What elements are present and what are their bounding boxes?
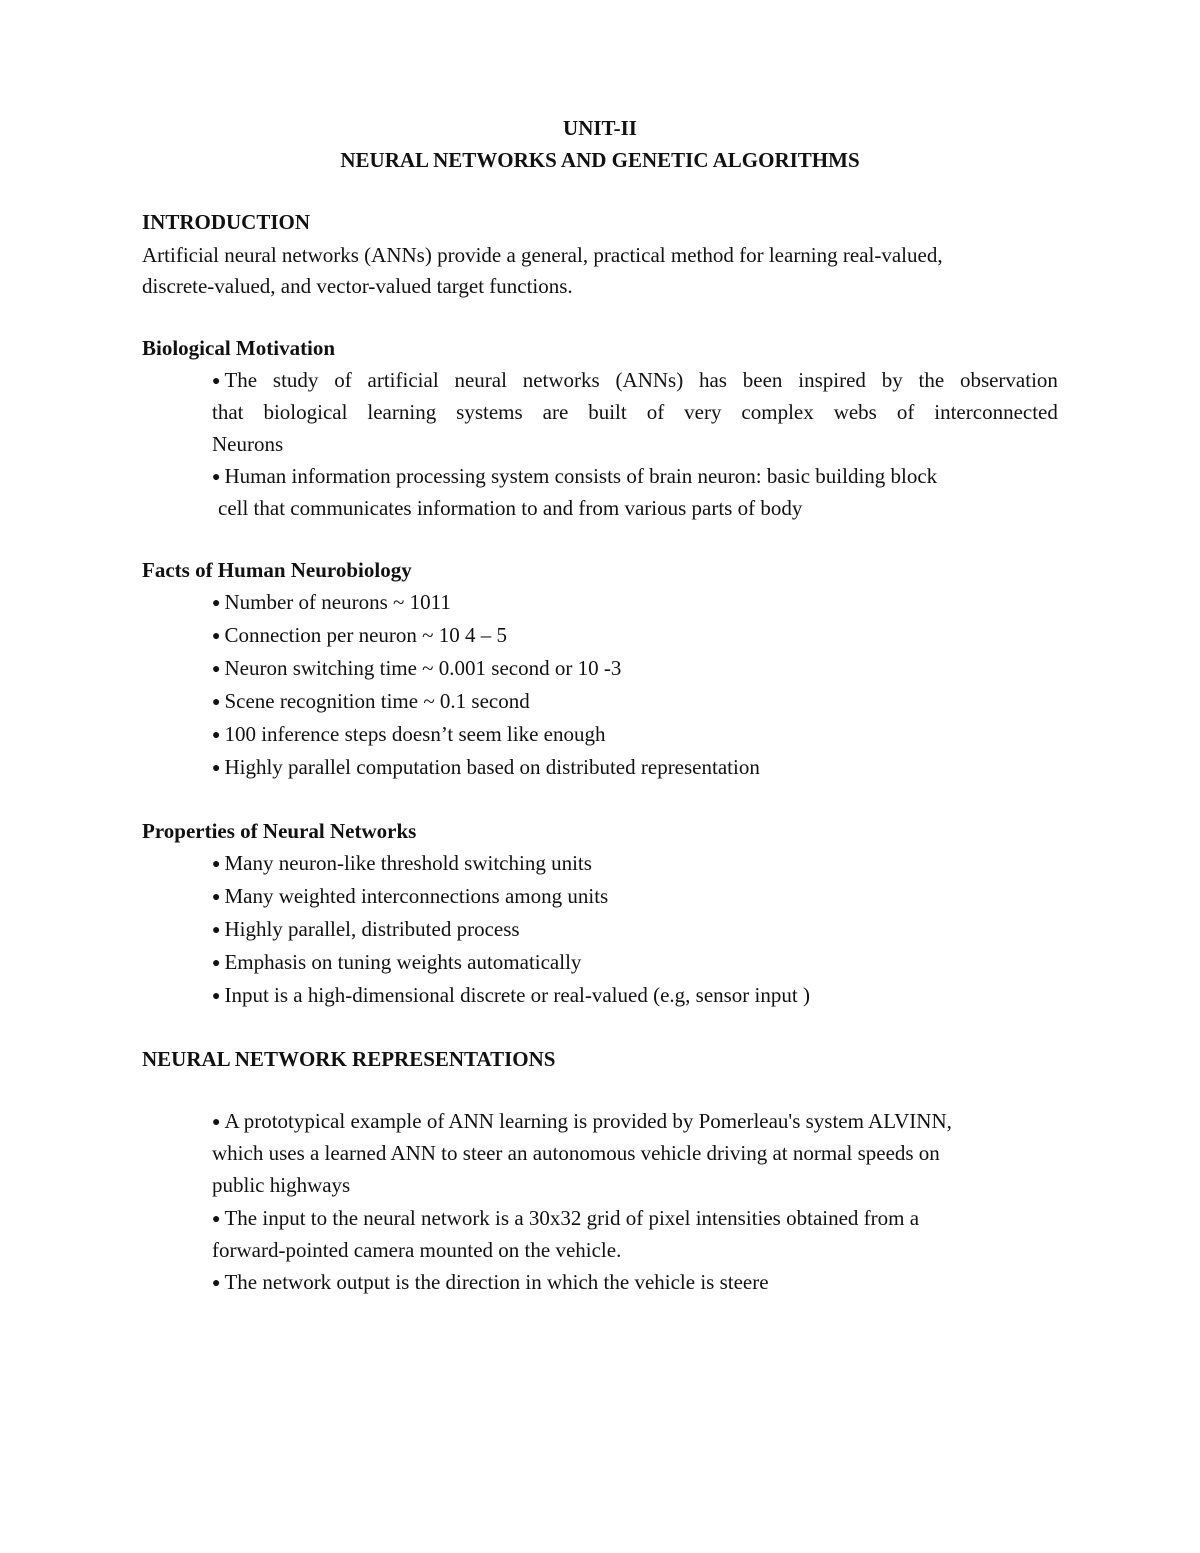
document-title: NEURAL NETWORKS AND GENETIC ALGORITHMS (340, 148, 860, 172)
intro-line-1: Artificial neural networks (ANNs) provide a general, practical method for learning real-valued, (142, 243, 943, 267)
word: of (896, 400, 915, 424)
word: been (742, 368, 783, 392)
props-item (212, 884, 608, 909)
bullet-icon: ● (212, 695, 221, 710)
word: learning (367, 400, 437, 424)
repr-bullet-2 (212, 1206, 919, 1231)
bullet-icon: ● (212, 923, 221, 938)
repr-bullet-1-line-3: public highways (212, 1173, 351, 1197)
bio-bullet-2-line-2: cell that communicates information to and from various parts of body (218, 496, 803, 520)
word: networks (522, 368, 600, 392)
word: are (542, 400, 569, 424)
word: (ANNs) (615, 368, 684, 392)
facts-item-text: Highly parallel computation based on distributed representation (224, 755, 760, 779)
props-item-text: Many neuron-like threshold switching units (224, 851, 592, 875)
bullet-icon: ● (212, 596, 221, 611)
props-item-text: Highly parallel, distributed process (224, 917, 520, 941)
bullet-icon: ● (212, 1212, 221, 1227)
word: study (272, 368, 319, 392)
props-heading: Properties of Neural Networks (142, 819, 417, 843)
word: that (212, 400, 244, 424)
word: observation (959, 368, 1058, 392)
repr-bullet-1-line-2: which uses a learned ANN to steer an autonomous vehicle driving at normal speeds on (212, 1141, 940, 1165)
repr-bullet-1-line-1: A prototypical example of ANN learning is provided by Pomerleau's system ALVINN, (224, 1109, 952, 1133)
repr-bullet-3-line-1: The network output is the direction in which the vehicle is steere (224, 1270, 769, 1294)
props-item (212, 851, 592, 876)
word: systems (456, 400, 523, 424)
bio-bullet-2 (212, 464, 937, 489)
bullet-icon: ● (212, 728, 221, 743)
facts-item-text: Number of neurons ~ 1011 (224, 590, 451, 614)
bullet-icon: ● (212, 1276, 221, 1291)
word: neural (454, 368, 507, 392)
intro-line-2: discrete-valued, and vector-valued target functions. (142, 274, 573, 298)
word: by (881, 368, 903, 392)
bullet-icon: ● (212, 662, 221, 677)
bullet-icon: ● (212, 761, 221, 776)
props-item-text: Many weighted interconnections among units (224, 884, 609, 908)
repr-bullet-3 (212, 1270, 769, 1295)
bio-bullet-1-line-3: Neurons (212, 432, 284, 456)
word: artificial (367, 368, 439, 392)
props-item-text: Emphasis on tuning weights automatically (224, 950, 582, 974)
bullet-icon: ● (212, 956, 221, 971)
bio-bullet-1-line-1 (212, 368, 1058, 393)
word: has (698, 368, 727, 392)
bullet-icon: ● (212, 374, 221, 389)
props-item-text: Input is a high-dimensional discrete or real-valued (e.g, sensor input ) (224, 983, 810, 1007)
facts-item (212, 755, 760, 780)
repr-bullet-2-line-2: forward-pointed camera mounted on the vehicle. (212, 1238, 622, 1262)
word: webs (833, 400, 877, 424)
bullet-icon: ● (212, 470, 221, 485)
facts-item-text: Scene recognition time ~ 0.1 second (224, 689, 530, 713)
word: of (334, 368, 352, 392)
word: built (588, 400, 627, 424)
intro-heading: INTRODUCTION (142, 210, 311, 234)
word: of (646, 400, 665, 424)
bio-heading: Biological Motivation (142, 336, 336, 360)
bullet-icon: ● (212, 890, 221, 905)
facts-item (212, 623, 507, 648)
bullet-icon: ● (212, 1115, 221, 1130)
props-item (212, 917, 520, 942)
facts-item-text: Connection per neuron ~ 10 4 – 5 (224, 623, 508, 647)
word: complex (741, 400, 814, 424)
word: very (684, 400, 722, 424)
bullet-icon: ● (212, 989, 221, 1004)
word: inspired (798, 368, 866, 392)
facts-item-text: Neuron switching time ~ 0.001 second or 10 -3 (224, 656, 622, 680)
facts-item (212, 590, 451, 615)
facts-item (212, 656, 621, 681)
bio-bullet-2-line-1: Human information processing system consists of brain neuron: basic building block (224, 464, 938, 488)
props-item (212, 983, 810, 1008)
facts-item (212, 722, 605, 747)
repr-heading: NEURAL NETWORK REPRESENTATIONS (142, 1047, 556, 1071)
word: the (918, 368, 945, 392)
facts-heading: Facts of Human Neurobiology (142, 558, 412, 582)
props-item (212, 950, 581, 975)
repr-bullet-2-line-1: The input to the neural network is a 30x32 grid of pixel intensities obtained from a (224, 1206, 920, 1230)
word-text: The (224, 368, 258, 392)
repr-bullet-1 (212, 1109, 952, 1134)
bio-bullet-1-line-2 (212, 400, 1058, 425)
bullet-icon: ● (212, 629, 221, 644)
word: interconnected (934, 400, 1058, 424)
bullet-icon: ● (212, 857, 221, 872)
unit-label: UNIT-II (563, 116, 637, 140)
facts-item (212, 689, 530, 714)
word: biological (263, 400, 348, 424)
facts-item-text: 100 inference steps doesn’t seem like enough (224, 722, 606, 746)
word (212, 368, 257, 393)
